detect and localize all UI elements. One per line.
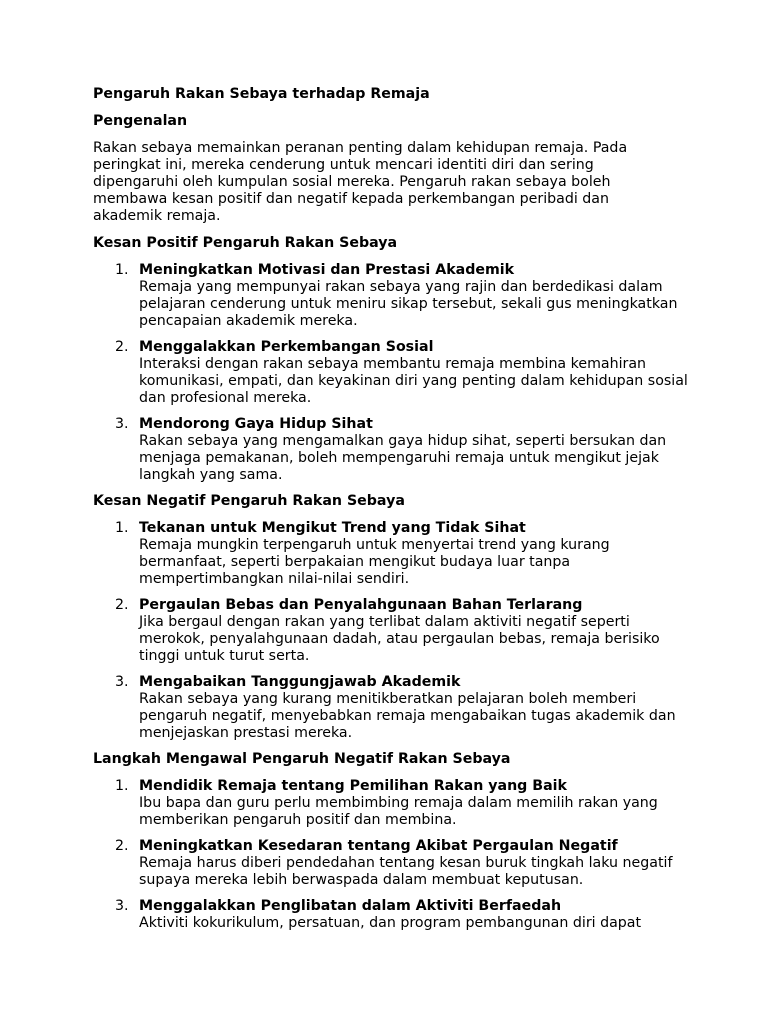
list-item: [93, 674, 689, 742]
list-item: [93, 778, 689, 829]
item-text: Remaja harus diberi pendedahan tentang kesan buruk tingkah laku negatif supaya mereka lebih berwaspada dalam membuat keputusan.: [139, 855, 673, 888]
item-text: Rakan sebaya yang kurang menitikberatkan pelajaran boleh memberi pengaruh negatif, menyebabkan remaja mengabaikan tugas akademik dan menjejaskan prestasi mereka.: [139, 691, 676, 741]
item-title: Tekanan untuk Mengikut Trend yang Tidak Sihat: [139, 520, 526, 536]
item-text: Ibu bapa dan guru perlu membimbing remaja dalam memilih rakan yang memberikan pengaruh positif dan membina.: [139, 795, 658, 828]
item-text: Remaja mungkin terpengaruh untuk menyertai trend yang kurang bermanfaat, seperti berpakaian mengikut budaya luar tanpa mempertimbangkan nilai-nilai sendiri.: [139, 537, 610, 587]
item-number: 2.: [115, 597, 129, 613]
positive-effects-heading: Kesan Positif Pengaruh Rakan Sebaya: [93, 235, 398, 251]
positive-effects-list: [93, 262, 693, 484]
item-text: Rakan sebaya yang mengamalkan gaya hidup sihat, seperti bersukan dan menjaga pemakanan, boleh mempengaruhi remaja untuk mengikut jejak langkah yang sama.: [139, 433, 667, 483]
list-item: [93, 838, 689, 889]
item-text: Jika bergaul dengan rakan yang terlibat dalam aktiviti negatif seperti merokok, penyalahgunaan dadah, atau pergaulan bebas, remaja berisiko tinggi untuk turut serta.: [139, 614, 660, 664]
document-title: Pengaruh Rakan Sebaya terhadap Remaja: [93, 86, 430, 102]
item-number: 1.: [115, 262, 129, 278]
intro-paragraph: Rakan sebaya memainkan peranan penting dalam kehidupan remaja. Pada peringkat ini, mereka cenderung untuk mencari identiti diri dan sering dipengaruhi oleh kumpulan sosial mereka. Pengaruh rakan sebaya boleh membawa kesan positif dan negatif kepada perkembangan peribadi dan akademik remaja.: [93, 140, 628, 224]
item-title: Mendidik Remaja tentang Pemilihan Rakan yang Baik: [139, 778, 567, 794]
list-item: [93, 262, 689, 330]
item-number: 2.: [115, 838, 129, 854]
negative-effects-heading: Kesan Negatif Pengaruh Rakan Sebaya: [93, 493, 405, 509]
item-number: 1.: [115, 520, 129, 536]
item-text: Interaksi dengan rakan sebaya membantu remaja membina kemahiran komunikasi, empati, dan keyakinan diri yang penting dalam kehidupan sosial dan profesional mereka.: [139, 356, 688, 406]
item-title: Menggalakkan Penglibatan dalam Aktiviti Berfaedah: [139, 898, 562, 914]
intro-heading: Pengenalan: [93, 113, 188, 129]
item-title: Meningkatkan Motivasi dan Prestasi Akademik: [139, 262, 515, 278]
item-title: Pergaulan Bebas dan Penyalahgunaan Bahan Terlarang: [139, 597, 583, 613]
control-steps-heading: Langkah Mengawal Pengaruh Negatif Rakan Sebaya: [93, 751, 511, 767]
item-title: Meningkatkan Kesedaran tentang Akibat Pergaulan Negatif: [139, 838, 618, 854]
item-text: Remaja yang mempunyai rakan sebaya yang rajin dan berdedikasi dalam pelajaran cenderung untuk meniru sikap tersebut, sekali gus meningkatkan pencapaian akademik mereka.: [139, 279, 678, 329]
item-number: 1.: [115, 778, 129, 794]
item-number: 3.: [115, 898, 129, 914]
item-number: 2.: [115, 339, 129, 355]
item-number: 3.: [115, 674, 129, 690]
list-item: [93, 597, 689, 665]
document-page: [93, 86, 693, 941]
list-item: [93, 898, 689, 932]
item-title: Menggalakkan Perkembangan Sosial: [139, 339, 434, 355]
item-title: Mengabaikan Tanggungjawab Akademik: [139, 674, 461, 690]
item-number: 3.: [115, 416, 129, 432]
item-text: Aktiviti kokurikulum, persatuan, dan program pembangunan diri dapat: [139, 915, 642, 931]
list-item: [93, 339, 689, 407]
negative-effects-list: [93, 520, 693, 742]
list-item: [93, 520, 689, 588]
item-title: Mendorong Gaya Hidup Sihat: [139, 416, 373, 432]
control-steps-list: [93, 778, 693, 932]
list-item: [93, 416, 689, 484]
